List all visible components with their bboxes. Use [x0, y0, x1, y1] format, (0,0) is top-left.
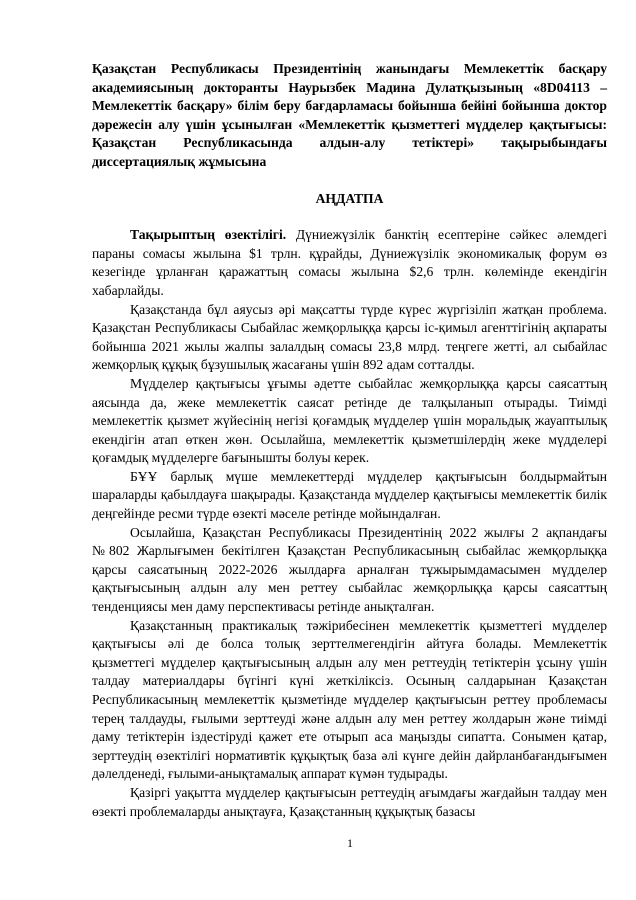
paragraph: [92, 375, 607, 468]
page-content: [92, 60, 607, 821]
page-number: 1: [347, 836, 353, 850]
paragraph: [92, 524, 607, 617]
paragraph-text: Қазақстанда бұл аяусыз әрі мақсатты түрде күрес жүргізіліп жатқан проблема. Қазақстан Республикасы Сыбайлас жемқорлыққа қарсы іс-қимыл агенттігінің ақпараты бойынша 2021 жылы жалпы залалдың сомасы 23,8 млрд. теңгеге жетті, ал сыбайлас жемқорлық құқық бұзушылық жасағаны үшін 892 адам сотталды.: [92, 301, 607, 373]
paragraph: [92, 468, 607, 524]
abstract-title: АҢДАТПА: [315, 190, 384, 206]
paragraph-text: Қазақстанның практикалық тәжірибесінен мемлекеттік қызметтегі мүдделер қақтығысы әлі де болса толық зерттелмегендігін айтуға болады. Мемлекеттік қызметтегі мүдделер қақтығысының алдын алу мен реттеудің тетіктерін ұсыну үшін талдау материалдары бүгінгі күні жеткіліксіз. Осының салдарынан Қазақстан Республикасының мемлекеттік қызметінде мүдделер қақтығысын реттеу проблемасы терең талдауды, ғылыми зерттеуді және алдын алу мен реттеу жолдарын және тиімді даму тетіктерін іздестіруді қажет ете отырып аса маңызды сипатта. Сонымен қатар, зерттеудің өзектілігі нормативтік құқықтық база әлі күнге дейін дайрланбағандығымен дәлелденеді, ғылыми-анықтамалық аппарат күмән тудырады.: [92, 617, 607, 782]
paragraph: [92, 301, 607, 375]
paragraph-text: Мүдделер қақтығысы ұғымы әдетте сыбайлас жемқорлыққа қарсы саясаттың аясында да, жеке мемлекеттік саясат ретінде де талқыланып отырады. Тиімді мемлекеттік қызмет жүйесінің негізі қоғамдық мүдделер үшін моральдық жауаптылық екендігін атап өткен жөн. Осылайша, мемлекеттік қызметшілердің жеке мүдделері қоғамдық мүдделерге бағынышты болуы керек.: [92, 375, 607, 466]
paragraph-lead: Тақырыптың өзектілігі.: [130, 227, 287, 243]
paragraph-text: БҰҰ барлық мүше мемлекеттерді мүдделер қақтығысын болдырмайтын шараларды қабылдауға шақырады. Қазақстанда мүдделер қақтығысы мемлекеттік билік деңгейінде ресми түрде өзекті мәселе ретінде мойындалған.: [92, 468, 607, 522]
paragraph: [92, 617, 607, 784]
paragraph-relevance: [92, 226, 607, 300]
dissertation-header: Қазақстан Республикасы Президентінің жанындағы Мемлекеттік басқару академиясының докторанты Наурызбек Мадина Дулатқызының «8D04113 – Мемлекеттік басқару» білім беру бағдарламасы бойынша бейіні бойынша доктор дәрежесін алу үшін ұсынылған «Мемлекеттік қызметтегі мүдделер қақтығысы: Қазақстан Республикасында алдын-алу тетіктері» тақырыбындағы диссертациялық жұмысына: [92, 61, 607, 169]
paragraph-text: Қазіргі уақытта мүдделер қақтығысын реттеудің ағымдағы жағдайын талдау мен өзекті проблемаларды анықтауға, Қазақстанның құқықтық базасы: [92, 784, 607, 819]
paragraph: [92, 784, 607, 821]
paragraph-text: Дүниежүзілік банктің есептеріне сәйкес әлемдегі параны сомасы жылына $1 трлн. құрайды, Дүниежүзілік экономикалық форум өз кезегінде ұрланған қаражаттың сомасы жылына $2,6 трлн. көлемінде екендігін хабарлайды.: [92, 227, 607, 298]
paragraph-text: Осылайша, Қазақстан Республикасы Президентінің 2022 жылғы 2 ақпандағы №802 Жарлығымен бекітілген Қазақстан Республикасының сыбайлас жемқорлыққа қарсы саясатының 2022-2026 жылдарға арналған тұжырымдамасымен мүдделер қақтығысының алдын алу мен реттеу сыбайлас жемқорлыққа қарсы саясаттың тенденциясы мен даму перспективасы ретінде анықталған.: [92, 524, 607, 615]
